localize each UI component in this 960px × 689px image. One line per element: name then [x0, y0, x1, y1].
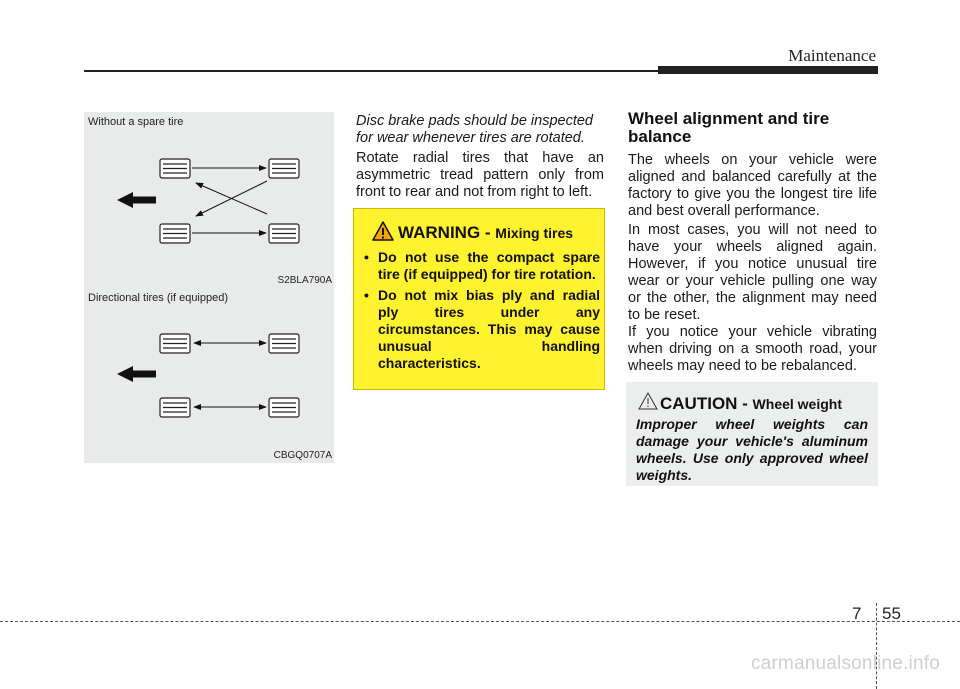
alignment-paragraph-1: The wheels on your vehicle were aligned and balanced carefully at the factory to give you the longest tire life and best overall performance. [628, 152, 877, 219]
footer-rule [0, 621, 960, 622]
figure-code: S2BLA790A [277, 275, 332, 286]
watermark: carmanualsonline.info [750, 653, 940, 674]
figure-caption: Without a spare tire [88, 116, 184, 128]
arrow-diagonal-2 [196, 183, 267, 214]
tire-rear-right-icon [269, 224, 299, 243]
tire-front-left-icon [160, 334, 190, 353]
header-bar [658, 66, 878, 74]
tire-front-right-icon [269, 334, 299, 353]
alignment-paragraph-2: In most cases, you will not need to have your wheels aligned again. However, if you notice unusual tire wear or your vehicle pulling one way or the other, the alignment may need to be reset. [628, 222, 877, 323]
warning-list [364, 249, 600, 376]
caution-heading [660, 394, 842, 414]
figure-code: CBGQ0707A [273, 450, 332, 461]
figure-without-spare [84, 112, 334, 288]
forward-direction-arrow-icon [117, 366, 156, 382]
warning-item: • Do not use the compact spare tire (if equipped) for tire rotation. [364, 249, 600, 283]
chapter-number: 7 [852, 604, 862, 623]
warning-subtitle: Mixing tires [495, 225, 574, 241]
warning-triangle-icon [372, 221, 394, 241]
alignment-paragraph-3: If you notice your vehicle vibrating when driving on a smooth road, your wheels may need to be rebalanced. [628, 324, 877, 374]
tire-rear-right-icon [269, 398, 299, 417]
warning-heading [398, 223, 573, 243]
warning-box [353, 208, 605, 390]
figure-caption: Directional tires (if equipped) [88, 292, 229, 304]
rotation-paragraph: Rotate radial tires that have an asymmetric tread pattern only from front to rear and not from right to left. [356, 150, 604, 200]
caution-triangle-icon [638, 392, 658, 410]
caution-subtitle: Wheel weight [752, 396, 842, 412]
page-header-title: Maintenance [788, 46, 876, 65]
rotation-diagram-cross [84, 112, 334, 288]
warning-title: WARNING - [398, 223, 496, 242]
tire-front-left-icon [160, 159, 190, 178]
figure-directional [84, 288, 334, 463]
tire-front-right-icon [269, 159, 299, 178]
warning-item: • Do not mix bias ply and radial ply tires under any circumstances. This may cause unusual handling characteristics. [364, 287, 600, 372]
footer-divider [876, 603, 877, 689]
brake-pad-note: Disc brake pads should be inspected for wear whenever tires are rotated. [356, 113, 593, 146]
section-title: Wheel alignment and tire balance [628, 109, 830, 146]
caution-text: Improper wheel weights can damage your vehicle's aluminum wheels. Use only approved wheel weights. [636, 416, 868, 483]
rotation-diagram-directional [84, 288, 334, 463]
caution-title: CAUTION - [660, 394, 753, 413]
page-number: 55 [882, 604, 901, 623]
tire-rear-left-icon [160, 224, 190, 243]
caution-box [626, 382, 878, 486]
forward-direction-arrow-icon [117, 192, 156, 208]
tire-rear-left-icon [160, 398, 190, 417]
